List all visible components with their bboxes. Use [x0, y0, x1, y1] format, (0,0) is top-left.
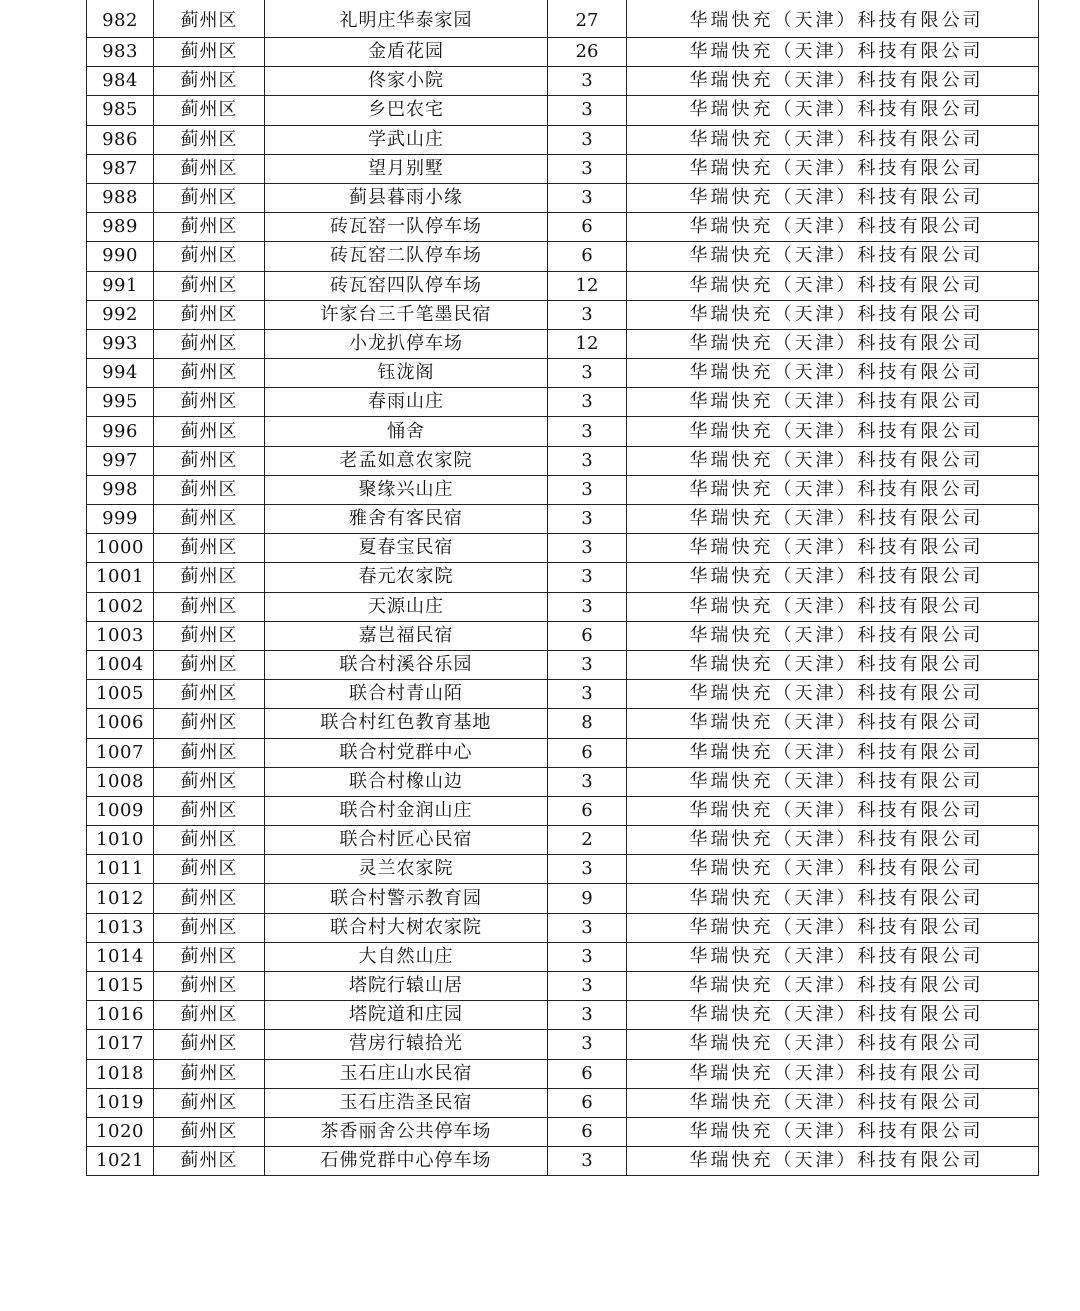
district-cell: 蓟州区 [154, 592, 265, 621]
table-row [87, 300, 1039, 329]
table-row [87, 38, 1039, 67]
operator-cell: 华瑞快充（天津）科技有限公司 [627, 213, 1039, 242]
operator-cell: 华瑞快充（天津）科技有限公司 [627, 855, 1039, 884]
table-row [87, 826, 1039, 855]
charger-count-cell: 3 [548, 475, 627, 504]
charger-count-cell: 26 [548, 38, 627, 67]
district-cell: 蓟州区 [154, 1117, 265, 1146]
charger-count-cell: 12 [548, 329, 627, 358]
district-cell: 蓟州区 [154, 942, 265, 971]
district-cell: 蓟州区 [154, 154, 265, 183]
table-row [87, 621, 1039, 650]
table-row [87, 563, 1039, 592]
charger-count-cell: 3 [548, 388, 627, 417]
charger-count-cell: 3 [548, 183, 627, 212]
district-cell: 蓟州区 [154, 388, 265, 417]
table-row [87, 96, 1039, 125]
table-row [87, 242, 1039, 271]
table-row [87, 183, 1039, 212]
district-cell: 蓟州区 [154, 738, 265, 767]
site-name-cell: 春元农家院 [265, 563, 548, 592]
row-number-cell: 1003 [87, 621, 154, 650]
site-name-cell: 礼明庄华泰家园 [265, 0, 548, 38]
row-number-cell: 1020 [87, 1117, 154, 1146]
table-row [87, 1117, 1039, 1146]
operator-cell: 华瑞快充（天津）科技有限公司 [627, 242, 1039, 271]
charger-count-cell: 6 [548, 1117, 627, 1146]
row-number-cell: 997 [87, 446, 154, 475]
site-name-cell: 灵兰农家院 [265, 855, 548, 884]
row-number-cell: 999 [87, 505, 154, 534]
row-number-cell: 992 [87, 300, 154, 329]
charger-count-cell: 12 [548, 271, 627, 300]
row-number-cell: 996 [87, 417, 154, 446]
table-row [87, 650, 1039, 679]
charger-count-cell: 2 [548, 826, 627, 855]
row-number-cell: 988 [87, 183, 154, 212]
district-cell: 蓟州区 [154, 884, 265, 913]
table-row [87, 388, 1039, 417]
operator-cell: 华瑞快充（天津）科技有限公司 [627, 1059, 1039, 1088]
operator-cell: 华瑞快充（天津）科技有限公司 [627, 125, 1039, 154]
operator-cell: 华瑞快充（天津）科技有限公司 [627, 1088, 1039, 1117]
district-cell: 蓟州区 [154, 125, 265, 154]
table-row [87, 1030, 1039, 1059]
site-name-cell: 联合村青山陌 [265, 680, 548, 709]
table-row [87, 972, 1039, 1001]
operator-cell: 华瑞快充（天津）科技有限公司 [627, 300, 1039, 329]
table-row [87, 855, 1039, 884]
site-name-cell: 塔院道和庄园 [265, 1001, 548, 1030]
site-name-cell: 联合村金润山庄 [265, 796, 548, 825]
charger-count-cell: 3 [548, 417, 627, 446]
operator-cell: 华瑞快充（天津）科技有限公司 [627, 592, 1039, 621]
operator-cell: 华瑞快充（天津）科技有限公司 [627, 1147, 1039, 1176]
charger-count-cell: 3 [548, 505, 627, 534]
row-number-cell: 983 [87, 38, 154, 67]
charger-count-cell: 3 [548, 125, 627, 154]
charger-count-cell: 6 [548, 738, 627, 767]
site-name-cell: 砖瓦窑一队停车场 [265, 213, 548, 242]
site-name-cell: 天源山庄 [265, 592, 548, 621]
charger-count-cell: 6 [548, 1088, 627, 1117]
operator-cell: 华瑞快充（天津）科技有限公司 [627, 709, 1039, 738]
site-name-cell: 悀舍 [265, 417, 548, 446]
row-number-cell: 1000 [87, 534, 154, 563]
district-cell: 蓟州区 [154, 767, 265, 796]
site-name-cell: 佟家小院 [265, 67, 548, 96]
charging-site-table-wrapper [86, 0, 1038, 1176]
operator-cell: 华瑞快充（天津）科技有限公司 [627, 738, 1039, 767]
district-cell: 蓟州区 [154, 650, 265, 679]
district-cell: 蓟州区 [154, 329, 265, 358]
district-cell: 蓟州区 [154, 271, 265, 300]
operator-cell: 华瑞快充（天津）科技有限公司 [627, 796, 1039, 825]
table-row [87, 125, 1039, 154]
charger-count-cell: 6 [548, 213, 627, 242]
site-name-cell: 联合村党群中心 [265, 738, 548, 767]
site-name-cell: 玉石庄浩圣民宿 [265, 1088, 548, 1117]
row-number-cell: 1017 [87, 1030, 154, 1059]
district-cell: 蓟州区 [154, 67, 265, 96]
operator-cell: 华瑞快充（天津）科技有限公司 [627, 417, 1039, 446]
operator-cell: 华瑞快充（天津）科技有限公司 [627, 38, 1039, 67]
site-name-cell: 联合村大树农家院 [265, 913, 548, 942]
table-row [87, 1001, 1039, 1030]
table-row [87, 1088, 1039, 1117]
operator-cell: 华瑞快充（天津）科技有限公司 [627, 680, 1039, 709]
charger-count-cell: 9 [548, 884, 627, 913]
table-row [87, 1147, 1039, 1176]
district-cell: 蓟州区 [154, 1059, 265, 1088]
table-row [87, 505, 1039, 534]
row-number-cell: 987 [87, 154, 154, 183]
charger-count-cell: 3 [548, 1001, 627, 1030]
charger-count-cell: 3 [548, 855, 627, 884]
row-number-cell: 1006 [87, 709, 154, 738]
charger-count-cell: 3 [548, 972, 627, 1001]
operator-cell: 华瑞快充（天津）科技有限公司 [627, 388, 1039, 417]
operator-cell: 华瑞快充（天津）科技有限公司 [627, 913, 1039, 942]
charger-count-cell: 3 [548, 680, 627, 709]
charger-count-cell: 6 [548, 242, 627, 271]
charger-count-cell: 3 [548, 67, 627, 96]
table-row [87, 680, 1039, 709]
row-number-cell: 1018 [87, 1059, 154, 1088]
district-cell: 蓟州区 [154, 505, 265, 534]
district-cell: 蓟州区 [154, 96, 265, 125]
charger-count-cell: 3 [548, 300, 627, 329]
row-number-cell: 1002 [87, 592, 154, 621]
table-row [87, 446, 1039, 475]
row-number-cell: 1012 [87, 884, 154, 913]
district-cell: 蓟州区 [154, 563, 265, 592]
operator-cell: 华瑞快充（天津）科技有限公司 [627, 942, 1039, 971]
row-number-cell: 1009 [87, 796, 154, 825]
district-cell: 蓟州区 [154, 359, 265, 388]
charger-count-cell: 6 [548, 1059, 627, 1088]
table-body [87, 0, 1039, 1176]
table-row [87, 329, 1039, 358]
site-name-cell: 塔院行辕山居 [265, 972, 548, 1001]
table-row [87, 796, 1039, 825]
district-cell: 蓟州区 [154, 826, 265, 855]
row-number-cell: 1015 [87, 972, 154, 1001]
district-cell: 蓟州区 [154, 300, 265, 329]
table-row [87, 359, 1039, 388]
site-name-cell: 联合村匠心民宿 [265, 826, 548, 855]
site-name-cell: 联合村溪谷乐园 [265, 650, 548, 679]
site-name-cell: 乡巴农宅 [265, 96, 548, 125]
row-number-cell: 995 [87, 388, 154, 417]
district-cell: 蓟州区 [154, 680, 265, 709]
district-cell: 蓟州区 [154, 475, 265, 504]
site-name-cell: 雅舍有客民宿 [265, 505, 548, 534]
table-row [87, 271, 1039, 300]
operator-cell: 华瑞快充（天津）科技有限公司 [627, 329, 1039, 358]
site-name-cell: 营房行辕拾光 [265, 1030, 548, 1059]
charger-count-cell: 3 [548, 650, 627, 679]
table-row [87, 709, 1039, 738]
charger-count-cell: 6 [548, 796, 627, 825]
district-cell: 蓟州区 [154, 1001, 265, 1030]
operator-cell: 华瑞快充（天津）科技有限公司 [627, 271, 1039, 300]
table-row [87, 592, 1039, 621]
charging-site-table [86, 0, 1039, 1176]
table-row [87, 417, 1039, 446]
district-cell: 蓟州区 [154, 417, 265, 446]
table-row [87, 738, 1039, 767]
row-number-cell: 993 [87, 329, 154, 358]
site-name-cell: 夏春宝民宿 [265, 534, 548, 563]
operator-cell: 华瑞快充（天津）科技有限公司 [627, 183, 1039, 212]
table-row [87, 884, 1039, 913]
row-number-cell: 994 [87, 359, 154, 388]
operator-cell: 华瑞快充（天津）科技有限公司 [627, 1001, 1039, 1030]
row-number-cell: 990 [87, 242, 154, 271]
charger-count-cell: 3 [548, 563, 627, 592]
district-cell: 蓟州区 [154, 183, 265, 212]
site-name-cell: 聚缘兴山庄 [265, 475, 548, 504]
district-cell: 蓟州区 [154, 913, 265, 942]
charger-count-cell: 3 [548, 942, 627, 971]
site-name-cell: 大自然山庄 [265, 942, 548, 971]
district-cell: 蓟州区 [154, 709, 265, 738]
site-name-cell: 老孟如意农家院 [265, 446, 548, 475]
site-name-cell: 联合村红色教育基地 [265, 709, 548, 738]
operator-cell: 华瑞快充（天津）科技有限公司 [627, 446, 1039, 475]
operator-cell: 华瑞快充（天津）科技有限公司 [627, 767, 1039, 796]
operator-cell: 华瑞快充（天津）科技有限公司 [627, 650, 1039, 679]
operator-cell: 华瑞快充（天津）科技有限公司 [627, 475, 1039, 504]
charger-count-cell: 3 [548, 359, 627, 388]
row-number-cell: 1013 [87, 913, 154, 942]
operator-cell: 华瑞快充（天津）科技有限公司 [627, 621, 1039, 650]
site-name-cell: 钰泷阁 [265, 359, 548, 388]
charger-count-cell: 3 [548, 154, 627, 183]
operator-cell: 华瑞快充（天津）科技有限公司 [627, 1117, 1039, 1146]
table-row [87, 0, 1039, 38]
district-cell: 蓟州区 [154, 0, 265, 38]
row-number-cell: 984 [87, 67, 154, 96]
operator-cell: 华瑞快充（天津）科技有限公司 [627, 67, 1039, 96]
table-row [87, 942, 1039, 971]
charger-count-cell: 3 [548, 1030, 627, 1059]
charger-count-cell: 6 [548, 621, 627, 650]
row-number-cell: 1021 [87, 1147, 154, 1176]
row-number-cell: 1019 [87, 1088, 154, 1117]
table-row [87, 913, 1039, 942]
district-cell: 蓟州区 [154, 446, 265, 475]
district-cell: 蓟州区 [154, 1030, 265, 1059]
operator-cell: 华瑞快充（天津）科技有限公司 [627, 154, 1039, 183]
operator-cell: 华瑞快充（天津）科技有限公司 [627, 359, 1039, 388]
row-number-cell: 998 [87, 475, 154, 504]
district-cell: 蓟州区 [154, 1147, 265, 1176]
row-number-cell: 985 [87, 96, 154, 125]
operator-cell: 华瑞快充（天津）科技有限公司 [627, 505, 1039, 534]
table-row [87, 213, 1039, 242]
site-name-cell: 小龙扒停车场 [265, 329, 548, 358]
site-name-cell: 金盾花园 [265, 38, 548, 67]
site-name-cell: 春雨山庄 [265, 388, 548, 417]
table-row [87, 1059, 1039, 1088]
district-cell: 蓟州区 [154, 796, 265, 825]
row-number-cell: 989 [87, 213, 154, 242]
charger-count-cell: 3 [548, 1147, 627, 1176]
district-cell: 蓟州区 [154, 1088, 265, 1117]
row-number-cell: 982 [87, 0, 154, 38]
table-row [87, 154, 1039, 183]
charger-count-cell: 8 [548, 709, 627, 738]
row-number-cell: 1011 [87, 855, 154, 884]
operator-cell: 华瑞快充（天津）科技有限公司 [627, 972, 1039, 1001]
table-row [87, 534, 1039, 563]
operator-cell: 华瑞快充（天津）科技有限公司 [627, 1030, 1039, 1059]
site-name-cell: 望月别墅 [265, 154, 548, 183]
site-name-cell: 石佛党群中心停车场 [265, 1147, 548, 1176]
operator-cell: 华瑞快充（天津）科技有限公司 [627, 826, 1039, 855]
table-row [87, 767, 1039, 796]
district-cell: 蓟州区 [154, 972, 265, 1001]
site-name-cell: 联合村橡山边 [265, 767, 548, 796]
row-number-cell: 991 [87, 271, 154, 300]
district-cell: 蓟州区 [154, 38, 265, 67]
site-name-cell: 许家台三千笔墨民宿 [265, 300, 548, 329]
operator-cell: 华瑞快充（天津）科技有限公司 [627, 534, 1039, 563]
charger-count-cell: 27 [548, 0, 627, 38]
operator-cell: 华瑞快充（天津）科技有限公司 [627, 96, 1039, 125]
site-name-cell: 玉石庄山水民宿 [265, 1059, 548, 1088]
site-name-cell: 茶香丽舍公共停车场 [265, 1117, 548, 1146]
row-number-cell: 1014 [87, 942, 154, 971]
row-number-cell: 986 [87, 125, 154, 154]
charger-count-cell: 3 [548, 913, 627, 942]
site-name-cell: 砖瓦窑二队停车场 [265, 242, 548, 271]
row-number-cell: 1007 [87, 738, 154, 767]
row-number-cell: 1010 [87, 826, 154, 855]
row-number-cell: 1004 [87, 650, 154, 679]
operator-cell: 华瑞快充（天津）科技有限公司 [627, 884, 1039, 913]
table-row [87, 475, 1039, 504]
operator-cell: 华瑞快充（天津）科技有限公司 [627, 0, 1039, 38]
district-cell: 蓟州区 [154, 855, 265, 884]
district-cell: 蓟州区 [154, 621, 265, 650]
site-name-cell: 联合村警示教育园 [265, 884, 548, 913]
row-number-cell: 1001 [87, 563, 154, 592]
row-number-cell: 1008 [87, 767, 154, 796]
row-number-cell: 1016 [87, 1001, 154, 1030]
site-name-cell: 学武山庄 [265, 125, 548, 154]
charger-count-cell: 3 [548, 767, 627, 796]
district-cell: 蓟州区 [154, 242, 265, 271]
operator-cell: 华瑞快充（天津）科技有限公司 [627, 563, 1039, 592]
site-name-cell: 砖瓦窑四队停车场 [265, 271, 548, 300]
charger-count-cell: 3 [548, 446, 627, 475]
site-name-cell: 嘉岂福民宿 [265, 621, 548, 650]
charger-count-cell: 3 [548, 96, 627, 125]
table-row [87, 67, 1039, 96]
site-name-cell: 蓟县暮雨小缘 [265, 183, 548, 212]
district-cell: 蓟州区 [154, 213, 265, 242]
charger-count-cell: 3 [548, 534, 627, 563]
district-cell: 蓟州区 [154, 534, 265, 563]
row-number-cell: 1005 [87, 680, 154, 709]
charger-count-cell: 3 [548, 592, 627, 621]
